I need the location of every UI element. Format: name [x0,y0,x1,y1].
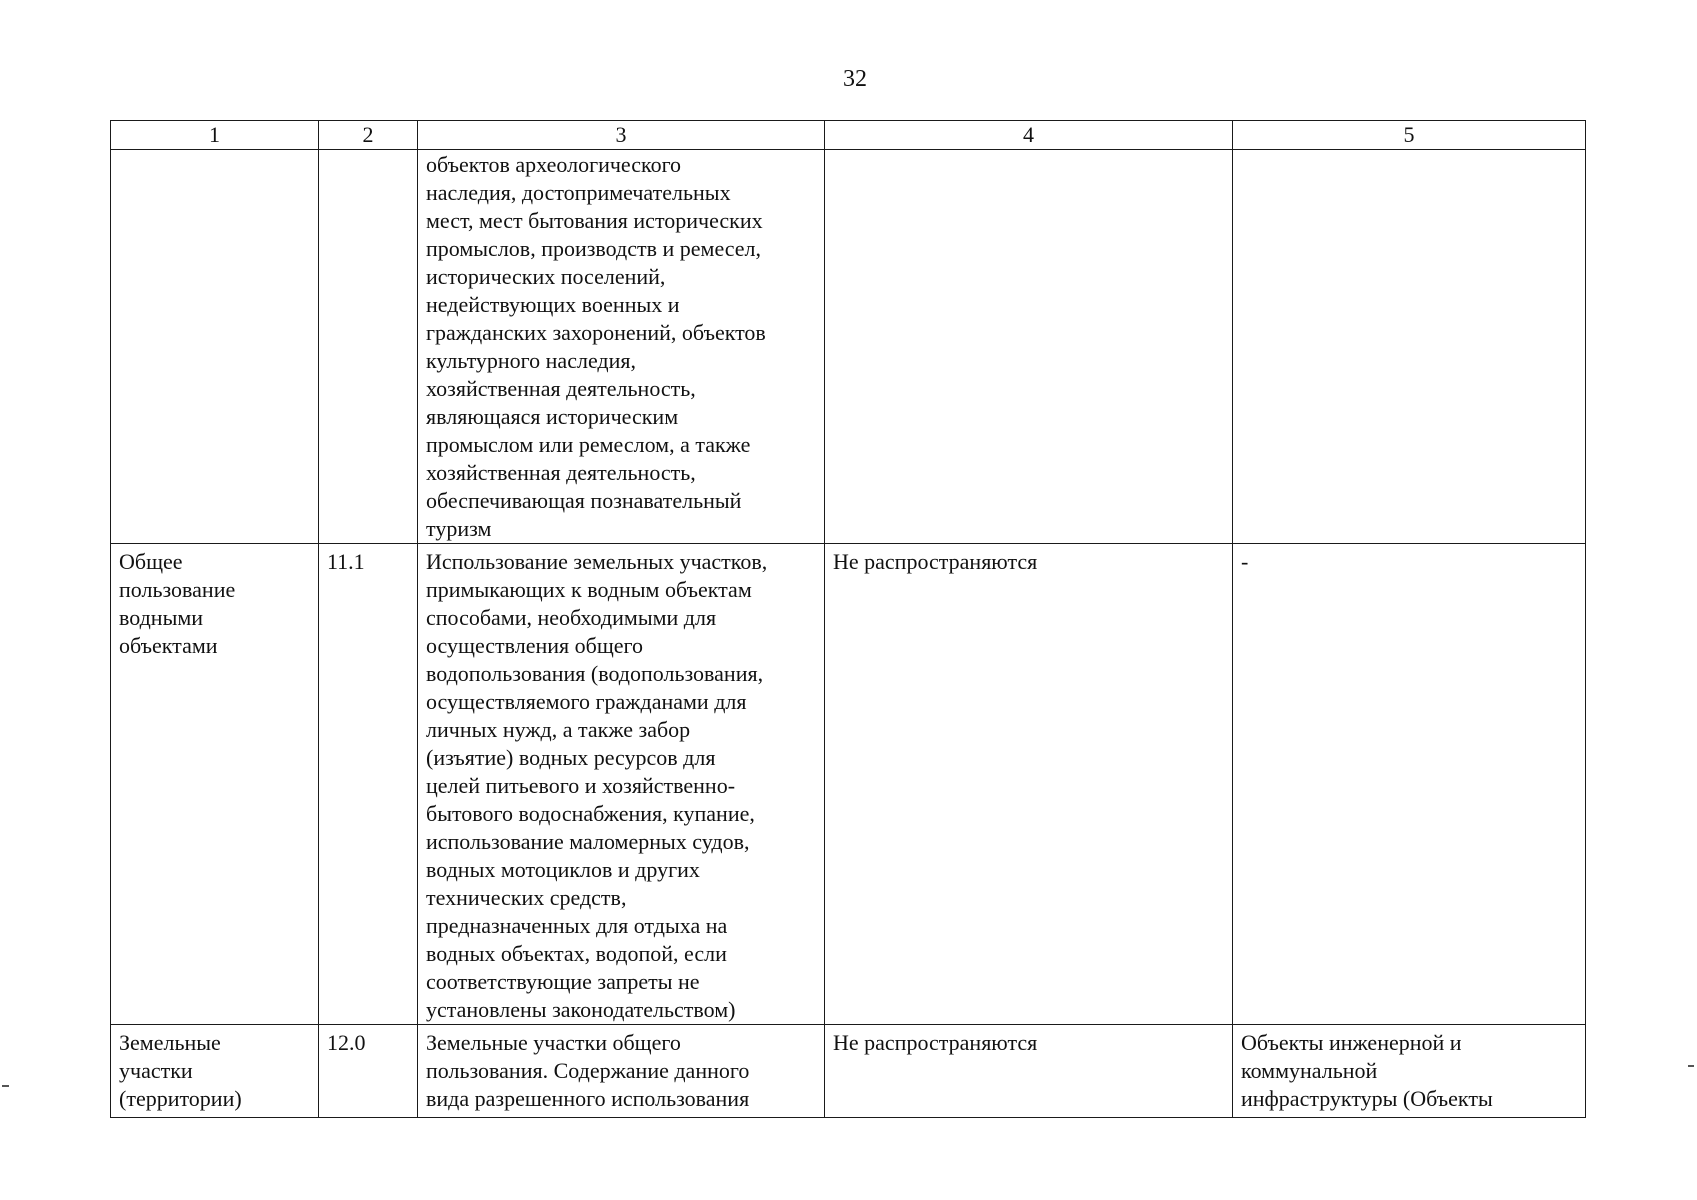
column-4-cell [825,150,1233,544]
column-header-1: 1 [111,121,319,150]
land-use-name-cell: Земельные участки (территории) [111,1025,319,1118]
column-header-2: 2 [319,121,418,150]
table-row [111,150,1586,544]
column-header-3: 3 [418,121,825,150]
column-4-cell: Не распространяются [825,544,1233,1025]
land-use-name-cell [111,150,319,544]
scan-edge-mark [2,1085,9,1087]
land-use-code-cell: 12.0 [319,1025,418,1118]
land-use-code-cell: 11.1 [319,544,418,1025]
table-row [111,544,1586,1025]
column-5-cell: Объекты инженерной и коммунальной инфраструктуры (Объекты [1233,1025,1586,1118]
column-5-cell [1233,150,1586,544]
land-use-description-cell: Земельные участки общего пользования. Содержание данного вида разрешенного использования [418,1025,825,1118]
land-use-description-cell: объектов археологического наследия, достопримечательных мест, мест бытования исторических промыслов, производств и ремесел, исторических поселений, недействующих военных и гражданских захоронений, объектов культурного наследия, хозяйственная деятельность, являющаяся историческим промыслом или ремеслом, а также хозяйственная деятельность, обеспечивающая познавательный туризм [418,150,825,544]
land-use-name-cell: Общее пользование водными объектами [111,544,319,1025]
land-use-description-cell: Использование земельных участков, примыкающих к водным объектам способами, необходимыми для осуществления общего водопользования (водопользования, осуществляемого гражданами для личных нужд, а также забор (изъятие) водных ресурсов для целей питьевого и хозяйственно- бытового водоснабжения, купание, использование маломерных судов, водных мотоциклов и других технических средств, предназначенных для отдыха на водных объектах, водопой, если соответствующие запреты не установлены законодательством) [418,544,825,1025]
land-use-code-cell [319,150,418,544]
column-header-5: 5 [1233,121,1586,150]
table-header-row [111,121,1586,150]
column-4-cell: Не распространяются [825,1025,1233,1118]
column-5-cell: - [1233,544,1586,1025]
column-header-4: 4 [825,121,1233,150]
page-number: 32 [843,66,867,92]
regulations-table [110,120,1586,1118]
table-row [111,1025,1586,1118]
scan-edge-mark [1688,1065,1694,1067]
